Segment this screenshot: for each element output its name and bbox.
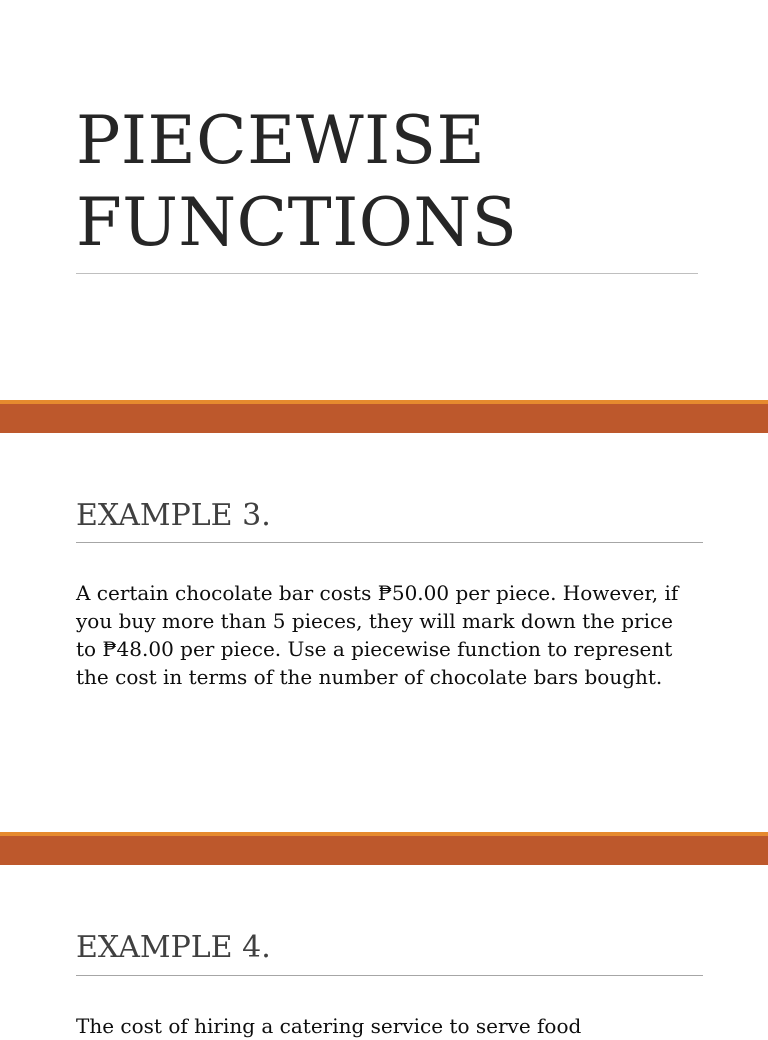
slide-example-4 xyxy=(0,866,768,1038)
example-4-body: The cost of hiring a catering service to serve food xyxy=(76,1014,582,1038)
example-3-body: A certain chocolate bar costs ₱50.00 per piece. However, if you buy more than 5 pieces, they will mark down the price to ₱48.00 per piece. Use a piecewise function to represent the cost in terms of the number of chocolate bars bought. xyxy=(76,581,679,689)
slide-title xyxy=(0,0,768,400)
heading-divider xyxy=(76,542,703,543)
title-underline-divider xyxy=(76,273,698,274)
slide-separator-bar xyxy=(0,832,768,865)
heading-divider xyxy=(76,975,703,976)
slide-title-heading: PIECEWISE FUNCTIONS xyxy=(76,102,518,261)
example-3-heading: EXAMPLE 3. xyxy=(76,498,271,533)
slide-separator-bar xyxy=(0,400,768,433)
slide-example-3 xyxy=(0,433,768,832)
example-4-heading: EXAMPLE 4. xyxy=(76,930,271,965)
